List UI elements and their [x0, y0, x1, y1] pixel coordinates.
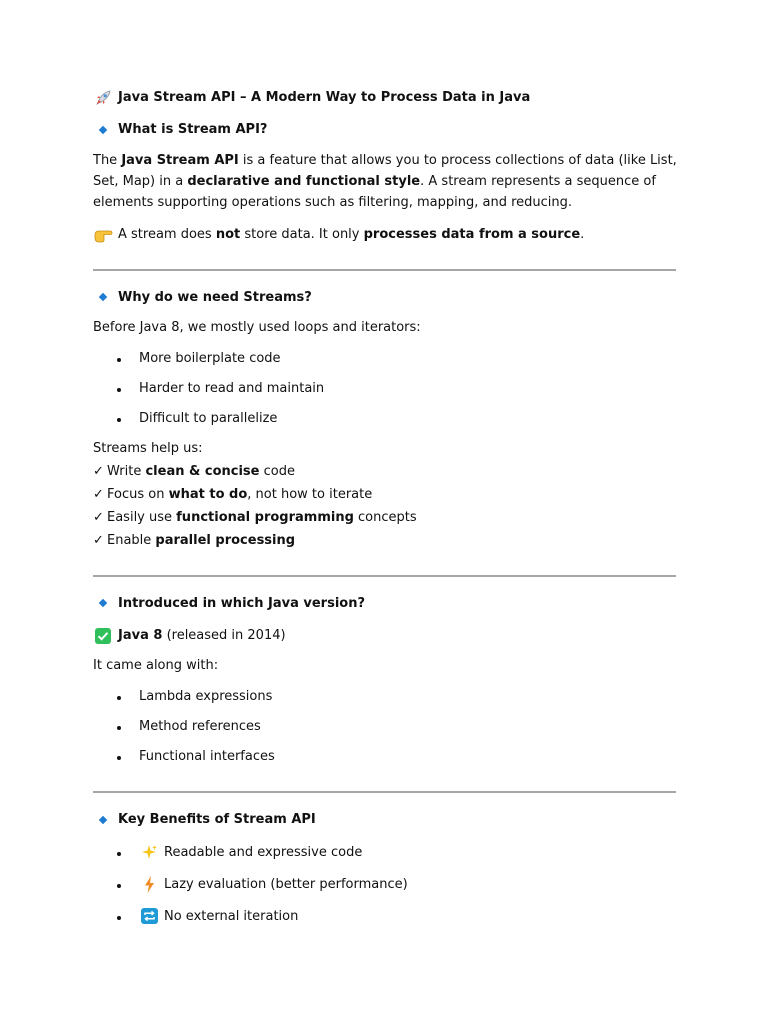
text-run: Focus on [107, 487, 169, 502]
text-run-bold: Java Stream API [121, 153, 239, 168]
bullet-dot [117, 388, 121, 392]
divider [93, 269, 676, 271]
bullet-dot [117, 884, 121, 888]
text-run: Write [107, 464, 146, 479]
version-answer [118, 628, 286, 644]
text-run-bold: what to do [168, 487, 248, 502]
bullet-dot [117, 418, 121, 422]
lightning-icon [143, 876, 156, 893]
diamond-icon [99, 599, 107, 607]
list-item: Method references [139, 719, 261, 734]
check-mark-icon: ✓ [93, 510, 104, 525]
list-item: Difficult to parallelize [139, 411, 278, 426]
divider [93, 791, 676, 793]
text-run: store data. It only [240, 227, 364, 242]
why-intro: Before Java 8, we mostly used loops and iterators: [93, 320, 421, 335]
diamond-icon [99, 293, 107, 301]
version-intro: It came along with: [93, 658, 219, 673]
bullet-dot [117, 852, 121, 856]
text-run: concepts [353, 510, 417, 525]
text-run: . A stream represents a sequence of elements supporting operations such as filtering, mapping, and reducing. [93, 174, 656, 210]
section-heading-version: Introduced in which Java version? [118, 596, 366, 611]
text-run: code [259, 464, 295, 479]
list-item: Readable and expressive code [164, 845, 363, 860]
repeat-arrows-icon [141, 908, 158, 924]
text-run-bold: Java 8 [118, 628, 163, 643]
section-heading-benefits: Key Benefits of Stream API [118, 812, 316, 827]
green-check-box-icon [95, 628, 111, 644]
check-mark-icon: ✓ [93, 464, 104, 479]
list-item: More boilerplate code [139, 351, 281, 366]
bullet-dot [117, 358, 121, 362]
bullet-dot [117, 696, 121, 700]
help-intro: Streams help us: [93, 441, 203, 456]
text-run-bold: declarative and functional style [187, 174, 421, 189]
diamond-icon [99, 816, 107, 824]
list-item: Lazy evaluation (better performance) [164, 877, 408, 892]
list-item: Harder to read and maintain [139, 381, 325, 396]
rocket-icon [94, 89, 112, 107]
list-item: No external iteration [164, 909, 299, 924]
list-item: Lambda expressions [139, 689, 273, 704]
section-heading-what: What is Stream API? [118, 122, 268, 137]
text-run: Easily use [107, 510, 177, 525]
text-run-bold: functional programming [176, 510, 354, 525]
check-item [93, 464, 295, 480]
text-run: is a feature that allows you to process collections of data (like List, Set, Map) in a [93, 153, 677, 189]
check-item [93, 487, 372, 503]
text-run: . [580, 227, 585, 242]
pointing-hand-icon [93, 226, 113, 244]
text-run-bold: clean & concise [145, 464, 260, 479]
page-title: Java Stream API – A Modern Way to Process Data in Java [118, 90, 531, 105]
paragraph-what [93, 150, 683, 213]
text-run: Enable [107, 533, 156, 548]
check-mark-icon: ✓ [93, 487, 104, 502]
sparkles-icon [141, 844, 158, 861]
divider [93, 575, 676, 577]
text-run-bold: not [215, 227, 241, 242]
text-run: The [93, 153, 122, 168]
check-item [93, 533, 295, 549]
check-mark-icon: ✓ [93, 533, 104, 548]
bullet-dot [117, 916, 121, 920]
list-item: Functional interfaces [139, 749, 275, 764]
diamond-icon [99, 126, 107, 134]
bullet-dot [117, 756, 121, 760]
text-run: A stream does [118, 227, 216, 242]
bullet-dot [117, 726, 121, 730]
text-run-bold: parallel processing [155, 533, 296, 548]
check-item [93, 510, 417, 526]
section-heading-why: Why do we need Streams? [118, 290, 312, 305]
note-line [118, 227, 584, 243]
text-run: , not how to iterate [247, 487, 373, 502]
text-run-bold: processes data from a source [363, 227, 581, 242]
text-run: (released in 2014) [162, 628, 286, 643]
